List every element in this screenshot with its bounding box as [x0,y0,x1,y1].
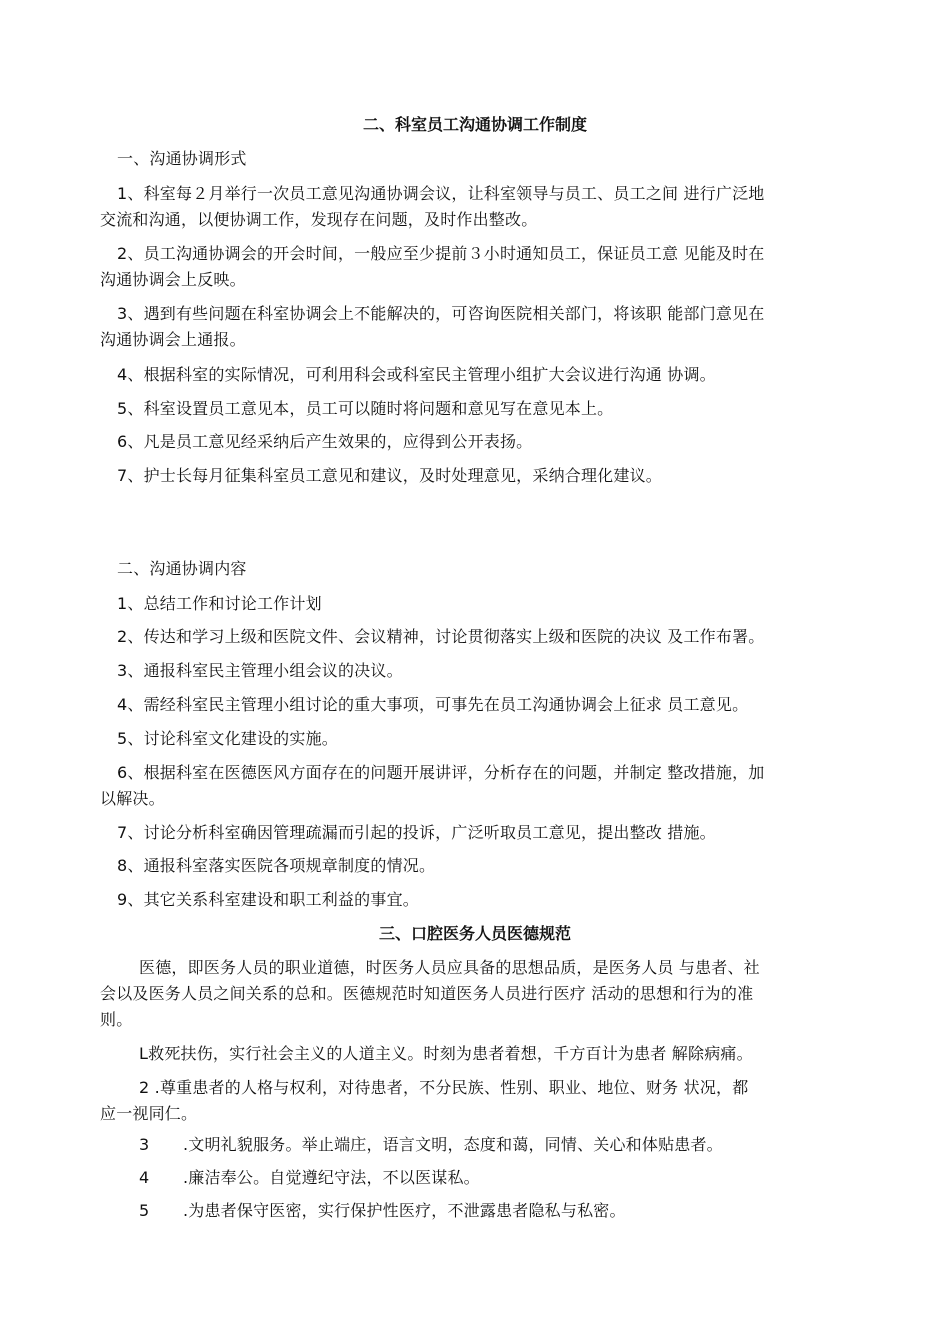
content-item-6-line1: 6、根据科室在医德医风方面存在的问题开展讲评，分析存在的问题，并制定 整改措施，加 [117,763,765,782]
rule-3-number: 3 [139,1135,150,1154]
form-item-1-line2: 交流和沟通，以便协调工作，发现存在问题，及时作出整改。 [100,210,538,229]
form-item-5: 5、科室设置员工意见本，员工可以随时将问题和意见写在意见本上。 [117,399,614,418]
content-item-4: 4、需经科室民主管理小组讨论的重大事项，可事先在员工沟通协调会上征求 员工意见。 [117,695,749,714]
rule-4-text: .廉洁奉公。自觉遵纪守法，不以医谋私。 [183,1168,480,1187]
section2-title: 二、科室员工沟通协调工作制度 [362,115,587,134]
form-item-2-line1: 2、员工沟通协调会的开会时间，一般应至少提前３小时通知员工，保证员工意 见能及时在 [117,244,765,263]
rule-2-line2: 应一视同仁。 [100,1104,198,1123]
intro-line3: 则。 [100,1010,133,1029]
content-item-5: 5、讨论科室文化建设的实施。 [117,729,338,748]
form-item-6: 6、凡是员工意见经采纳后产生效果的，应得到公开表扬。 [117,432,533,451]
form-item-4: 4、根据科室的实际情况，可利用科会或科室民主管理小组扩大会议进行沟通 协调。 [117,365,716,384]
content-item-1: 1、总结工作和讨论工作计划 [117,594,322,613]
content-item-3: 3、通报科室民主管理小组会议的决议。 [117,661,403,680]
content-item-7: 7、讨论分析科室确因管理疏漏而引起的投诉，广泛听取员工意见，提出整改 措施。 [117,823,716,842]
intro-line2: 会以及医务人员之间关系的总和。医德规范时知道医务人员进行医疗 活动的思想和行为的准 [100,984,754,1003]
content-item-2: 2、传达和学习上级和医院文件、会议精神，讨论贯彻落实上级和医院的决议 及工作布署。 [117,627,765,646]
form-item-3-line1: 3、遇到有些问题在科室协调会上不能解决的，可咨询医院相关部门，将该职 能部门意见在 [117,304,765,323]
rule-3-text: .文明礼貌服务。举止端庄，语言文明，态度和蔼，同情、关心和体贴患者。 [183,1135,723,1154]
form-item-1-line1: 1、科室每２月举行一次员工意见沟通协调会议，让科室领导与员工、员工之间 进行广泛地 [117,184,765,203]
rule-1: L救死扶伤，实行社会主义的人道主义。时刻为患者着想，千方百计为患者 解除病痛。 [139,1044,753,1063]
rule-2-line1: 2 .尊重患者的人格与权利，对待患者，不分民族、性别、职业、地位、财务 状况，都 [139,1078,749,1097]
section3-title: 三、口腔医务人员医德规范 [378,924,571,943]
intro-line1: 医德，即医务人员的职业道德，时医务人员应具备的思想品质，是医务人员 与患者、社 [139,958,760,977]
form-item-3-line2: 沟通协调会上通报。 [100,330,246,349]
form-item-2-line2: 沟通协调会上反映。 [100,270,246,289]
rule-5-text: .为患者保守医密，实行保护性医疗，不泄露患者隐私与私密。 [183,1201,626,1220]
rule-4-number: 4 [139,1168,150,1187]
form-heading: 一、沟通协调形式 [117,149,247,168]
form-item-7: 7、护士长每月征集科室员工意见和建议，及时处理意见，采纳合理化建议。 [117,466,662,485]
content-item-6-line2: 以解决。 [100,789,165,808]
content-item-9: 9、其它关系科室建设和职工利益的事宜。 [117,890,419,909]
content-heading: 二、沟通协调内容 [117,559,247,578]
rule-5-number: 5 [139,1201,150,1220]
content-item-8: 8、通报科室落实医院各项规章制度的情况。 [117,856,436,875]
